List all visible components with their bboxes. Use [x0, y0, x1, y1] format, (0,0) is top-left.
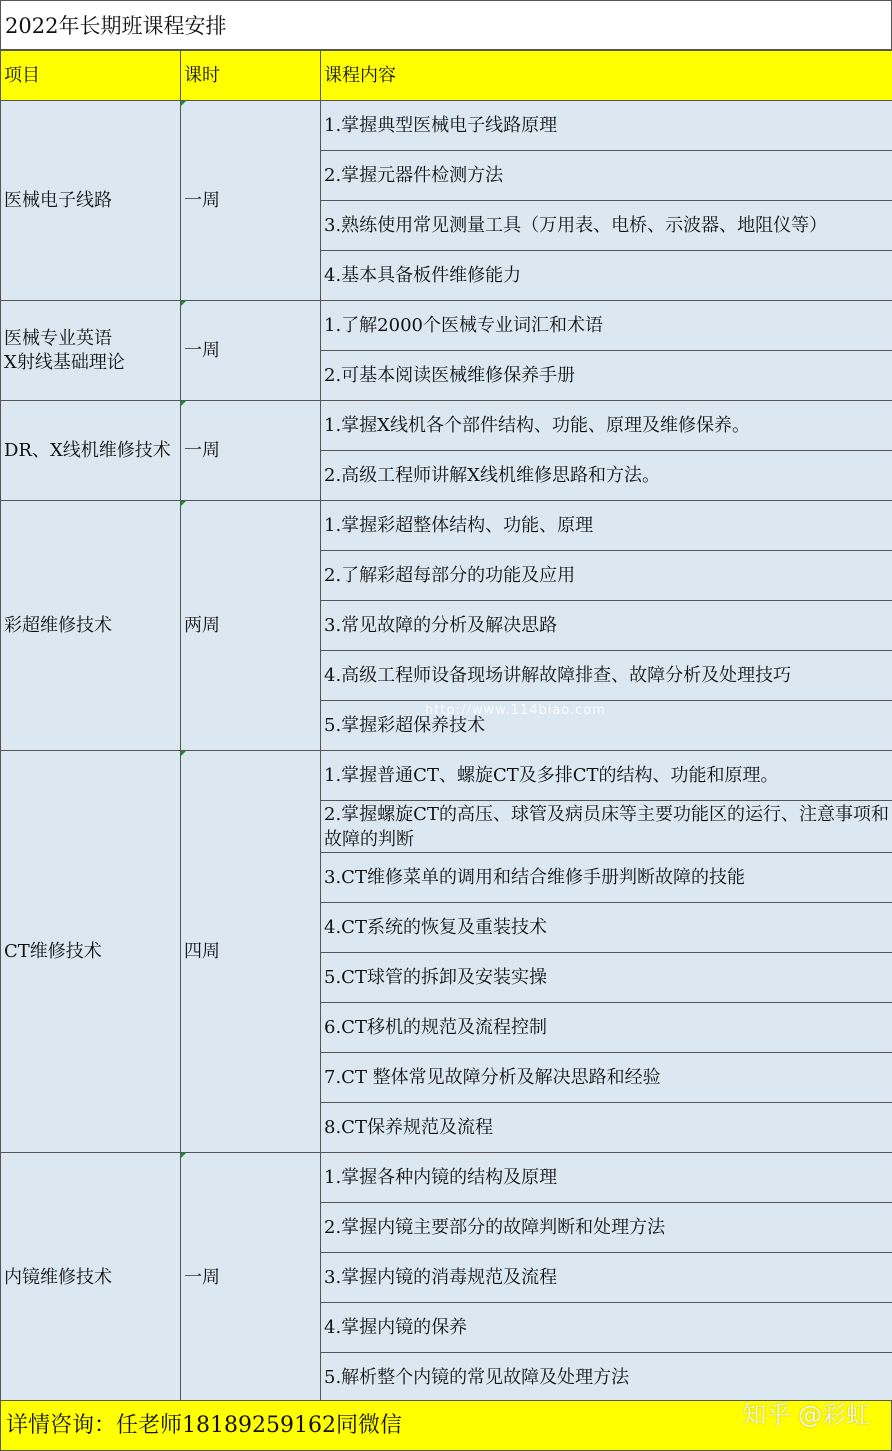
- header-content: 课程内容: [321, 51, 892, 101]
- table-row: [1, 301, 892, 351]
- project-name: 彩超维修技术: [4, 614, 112, 636]
- cell-marker-icon: [181, 1153, 186, 1158]
- hours-cell: [181, 101, 321, 301]
- content-cell: 1.了解2000个医械专业词汇和术语: [321, 301, 892, 351]
- hours-cell: [181, 1153, 321, 1403]
- content-cell: 4.CT系统的恢复及重装技术: [321, 903, 892, 953]
- content-cell: 5.CT球管的拆卸及安装实操: [321, 953, 892, 1003]
- zhihu-watermark: 知乎 @彩虹: [742, 1401, 870, 1429]
- content-cell: 2.掌握元器件检测方法: [321, 151, 892, 201]
- project-name: 内镜维修技术: [4, 1266, 112, 1288]
- cell-marker-icon: [181, 501, 186, 506]
- content-cell: 1.掌握各种内镜的结构及原理: [321, 1153, 892, 1203]
- faint-url-mark: http://www.114biao.com: [425, 703, 606, 718]
- content-cell: 2.了解彩超每部分的功能及应用: [321, 551, 892, 601]
- project-name: CT维修技术: [4, 940, 102, 962]
- project-cell: [1, 101, 181, 301]
- header-hours: 课时: [181, 51, 321, 101]
- cell-marker-icon: [181, 301, 186, 306]
- content-cell: 1.掌握典型医械电子线路原理: [321, 101, 892, 151]
- project-cell: [1, 751, 181, 1153]
- content-cell: 2.可基本阅读医械维修保养手册: [321, 351, 892, 401]
- hours-value: 两周: [184, 614, 220, 636]
- hours-cell: [181, 401, 321, 501]
- project-cell: [1, 301, 181, 401]
- content-cell: 1.掌握彩超整体结构、功能、原理: [321, 501, 892, 551]
- project-cell: [1, 401, 181, 501]
- cell-marker-icon: [181, 401, 186, 406]
- content-cell: 4.基本具备板件维修能力: [321, 251, 892, 301]
- course-table-body: [1, 51, 892, 1403]
- sheet-title: 2022年长期班课程安排: [0, 0, 892, 50]
- cell-marker-icon: [181, 751, 186, 756]
- content-cell: 3.常见故障的分析及解决思路: [321, 601, 892, 651]
- content-cell: 5.解析整个内镜的常见故障及处理方法: [321, 1353, 892, 1403]
- table-row: [1, 501, 892, 551]
- project-name: DR、X线机维修技术: [4, 439, 171, 461]
- content-cell: 6.CT移机的规范及流程控制: [321, 1003, 892, 1053]
- project-cell: [1, 1153, 181, 1403]
- hours-value: 四周: [184, 940, 220, 962]
- hours-cell: [181, 301, 321, 401]
- table-row: [1, 401, 892, 451]
- project-name: 医械电子线路: [4, 189, 112, 211]
- content-cell: 1.掌握普通CT、螺旋CT及多排CT的结构、功能和原理。: [321, 751, 892, 801]
- course-table: [0, 50, 892, 1403]
- hours-cell: [181, 501, 321, 751]
- table-header-row: [1, 51, 892, 101]
- table-row: [1, 1153, 892, 1203]
- content-cell: 2.掌握内镜主要部分的故障判断和处理方法: [321, 1203, 892, 1253]
- hours-value: 一周: [184, 439, 220, 461]
- content-cell: 4.掌握内镜的保养: [321, 1303, 892, 1353]
- content-cell: 3.掌握内镜的消毒规范及流程: [321, 1253, 892, 1303]
- table-row: [1, 101, 892, 151]
- hours-cell: [181, 751, 321, 1153]
- content-cell: 5.掌握彩超保养技术: [321, 701, 892, 751]
- content-cell: 3.CT维修菜单的调用和结合维修手册判断故障的技能: [321, 853, 892, 903]
- project-name: 医械专业英语 X射线基础理论: [4, 327, 125, 373]
- table-row: [1, 751, 892, 801]
- contact-footer: 详情咨询：任老师18189259162同微信: [0, 1400, 892, 1451]
- hours-value: 一周: [184, 339, 220, 361]
- hours-value: 一周: [184, 1266, 220, 1288]
- cell-marker-icon: [181, 101, 186, 106]
- project-cell: [1, 501, 181, 751]
- header-project: 项目: [1, 51, 181, 101]
- content-cell: 2.掌握螺旋CT的高压、球管及病员床等主要功能区的运行、注意事项和故障的判断: [321, 801, 892, 853]
- content-cell: 1.掌握X线机各个部件结构、功能、原理及维修保养。: [321, 401, 892, 451]
- content-cell: 4.高级工程师设备现场讲解故障排查、故障分析及处理技巧: [321, 651, 892, 701]
- content-cell: 2.高级工程师讲解X线机维修思路和方法。: [321, 451, 892, 501]
- content-cell: 8.CT保养规范及流程: [321, 1103, 892, 1153]
- hours-value: 一周: [184, 189, 220, 211]
- content-cell: 7.CT 整体常见故障分析及解决思路和经验: [321, 1053, 892, 1103]
- content-cell: 3.熟练使用常见测量工具（万用表、电桥、示波器、地阻仪等）: [321, 201, 892, 251]
